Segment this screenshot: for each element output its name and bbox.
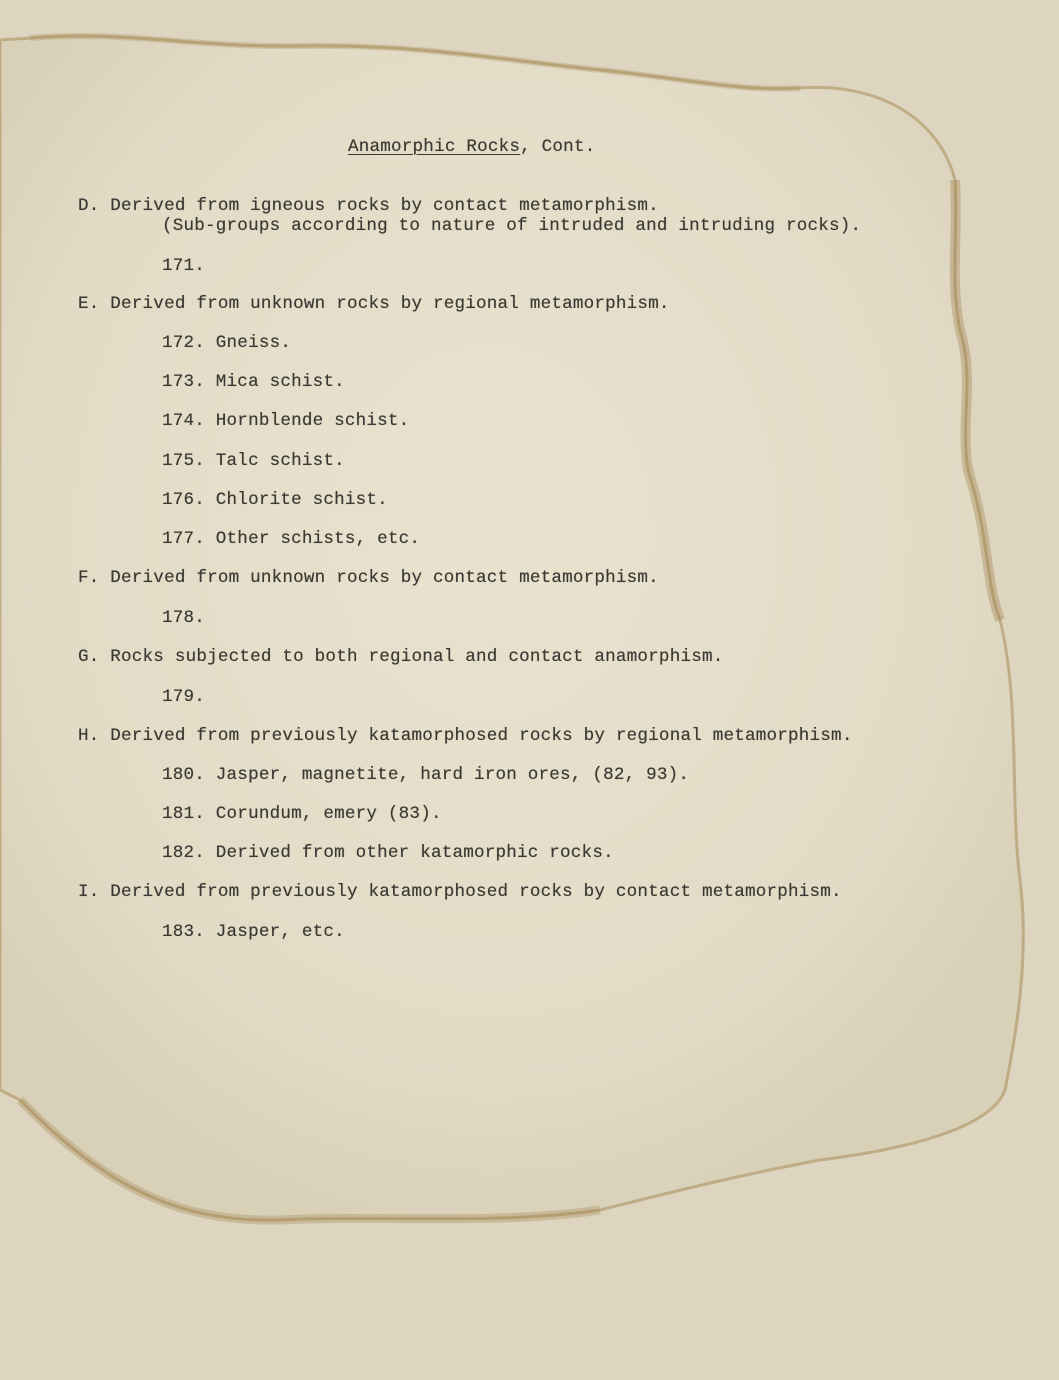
list-item: 177. Other schists, etc. — [162, 529, 421, 549]
section-heading-e: E. Derived from unknown rocks by regional metamorphism. — [78, 294, 670, 314]
list-item: 173. Mica schist. — [162, 372, 345, 392]
section-heading-g: G. Rocks subjected to both regional and contact anamorphism. — [78, 647, 724, 667]
list-item: 181. Corundum, emery (83). — [162, 804, 442, 824]
section-heading-f: F. Derived from unknown rocks by contact metamorphism. — [78, 568, 659, 588]
list-item: 175. Talc schist. — [162, 451, 345, 471]
page-title — [348, 136, 595, 158]
list-item: 174. Hornblende schist. — [162, 411, 410, 431]
list-item: 172. Gneiss. — [162, 333, 292, 353]
list-item: 183. Jasper, etc. — [162, 922, 345, 942]
section-heading-i: I. Derived from previously katamorphosed rocks by contact metamorphism. — [78, 882, 842, 902]
section-heading-h: H. Derived from previously katamorphosed rocks by regional metamorphism. — [78, 726, 853, 746]
section-note-d: (Sub-groups according to nature of intruded and intruding rocks). — [162, 216, 862, 236]
list-item: 178. — [162, 608, 206, 628]
section-heading-d: D. Derived from igneous rocks by contact metamorphism. — [78, 196, 659, 216]
list-item: 176. Chlorite schist. — [162, 490, 388, 510]
list-item: 179. — [162, 687, 206, 707]
page-title-rest: , Cont. — [520, 137, 596, 157]
list-item: 171. — [162, 256, 206, 276]
list-item: 182. Derived from other katamorphic rocks. — [162, 843, 614, 863]
list-item: 180. Jasper, magnetite, hard iron ores, (82, 93). — [162, 765, 690, 785]
page-title-underlined: Anamorphic Rocks — [348, 137, 521, 157]
